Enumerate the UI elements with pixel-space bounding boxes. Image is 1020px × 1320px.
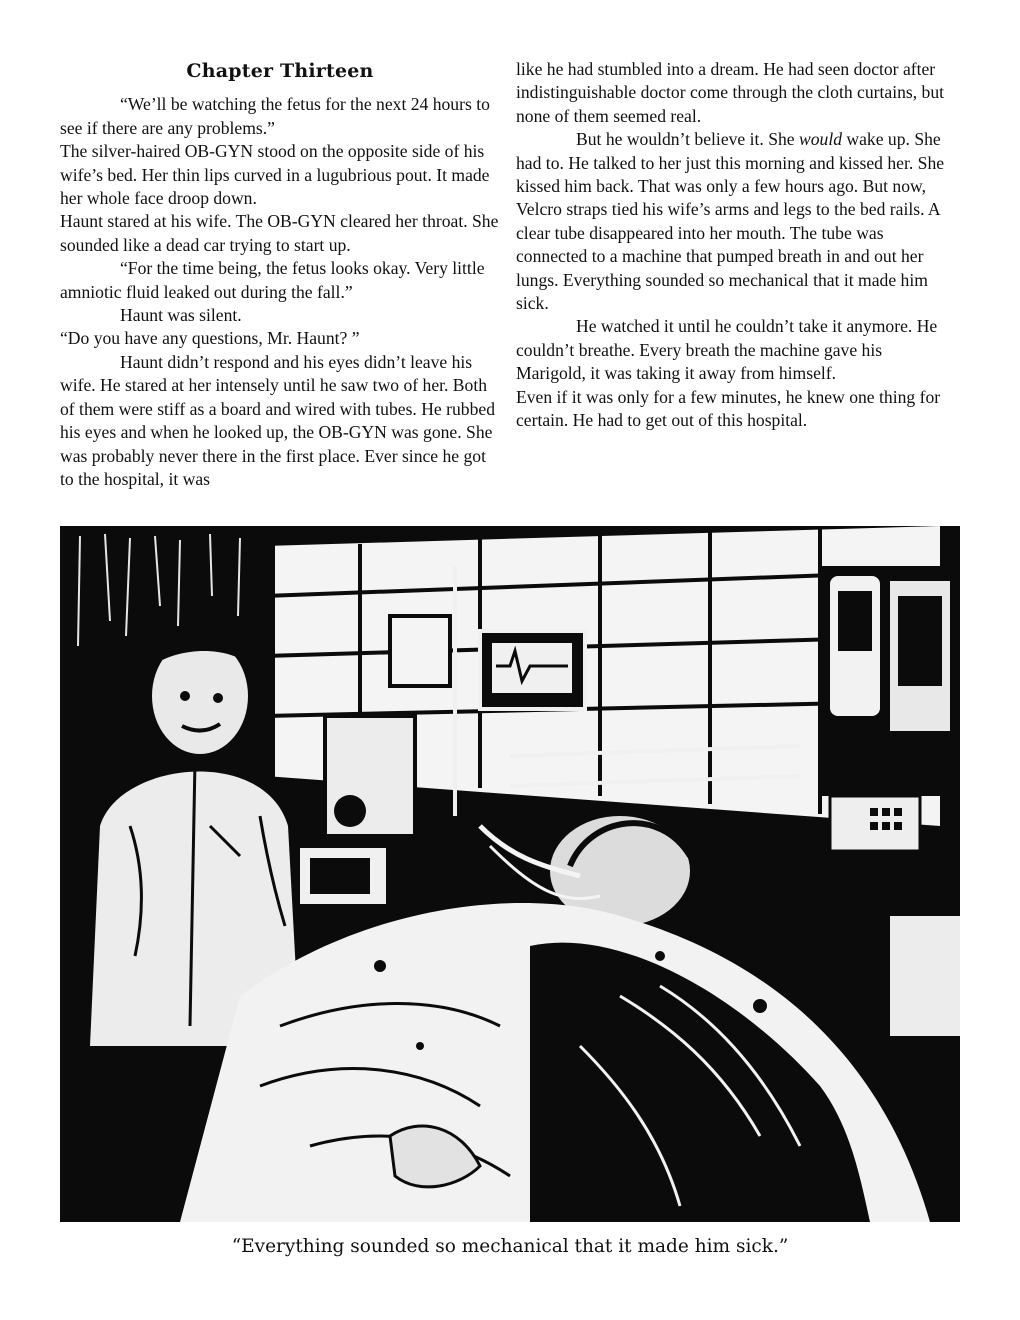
chapter-title: Chapter Thirteen [186,60,374,82]
paragraph: like he had stumbled into a dream. He had seen doctor after indistinguishable doctor come through the cloth curtains, but none of them seemed real. [516,59,945,126]
right-text-column [516,58,956,433]
paragraph [516,128,956,315]
paragraph: Haunt was silent. [120,305,242,326]
left-text-column [60,58,500,491]
paragraph: Haunt stared at his wife. The OB-GYN cleared her throat. She sounded like a dead car trying to start up. [60,211,499,255]
illustration-art [60,526,960,1222]
paragraph: “For the time being, the fetus looks okay. Very little amniotic fluid leaked out during the fall.” [60,258,485,302]
emphasis-word: would [799,129,843,150]
illustration-caption: “Everything sounded so mechanical that it made him sick.” [231,1236,789,1257]
paragraph: “Do you have any questions, Mr. Haunt? ” [60,328,360,349]
hospital-room-illustration [60,526,960,1222]
paragraph: “We’ll be watching the fetus for the next 24 hours to see if there are any problems.” [60,94,490,138]
paragraph: Haunt didn’t respond and his eyes didn’t leave his wife. He stared at her intensely until he saw two of her. Both of them were stiff as a board and wired with tubes. He rubbed his eyes and when he looked up, the OB-GYN was gone. She was probably never there in the first place. Ever since he got to the hospital, it was [60,351,495,489]
paragraph-text: But he wouldn’t believe it. She [576,129,799,150]
paragraph: Even if it was only for a few minutes, he knew one thing for certain. He had to get out of this hospital. [516,386,941,431]
paragraph: He watched it until he couldn’t take it anymore. He couldn’t breathe. Every breath the machine gave his Marigold, it was taking it away from himself. [516,316,938,384]
paragraph-text: wake up. She had to. He talked to her just this morning and kissed her. She kissed him back. That was only a few hours ago. But now, Velcro straps tied his wife’s arms and legs to the bed rails. A clear tube disappeared into her mouth. The tube was connected to a machine that pumped breath in and out her lungs. Everything sounded so mechanical that it made him sick. [516,129,945,314]
paragraph: The silver-haired OB-GYN stood on the opposite side of his wife’s bed. Her thin lips curved in a lugubrious pout. It made her whole face droop down. [60,141,490,209]
